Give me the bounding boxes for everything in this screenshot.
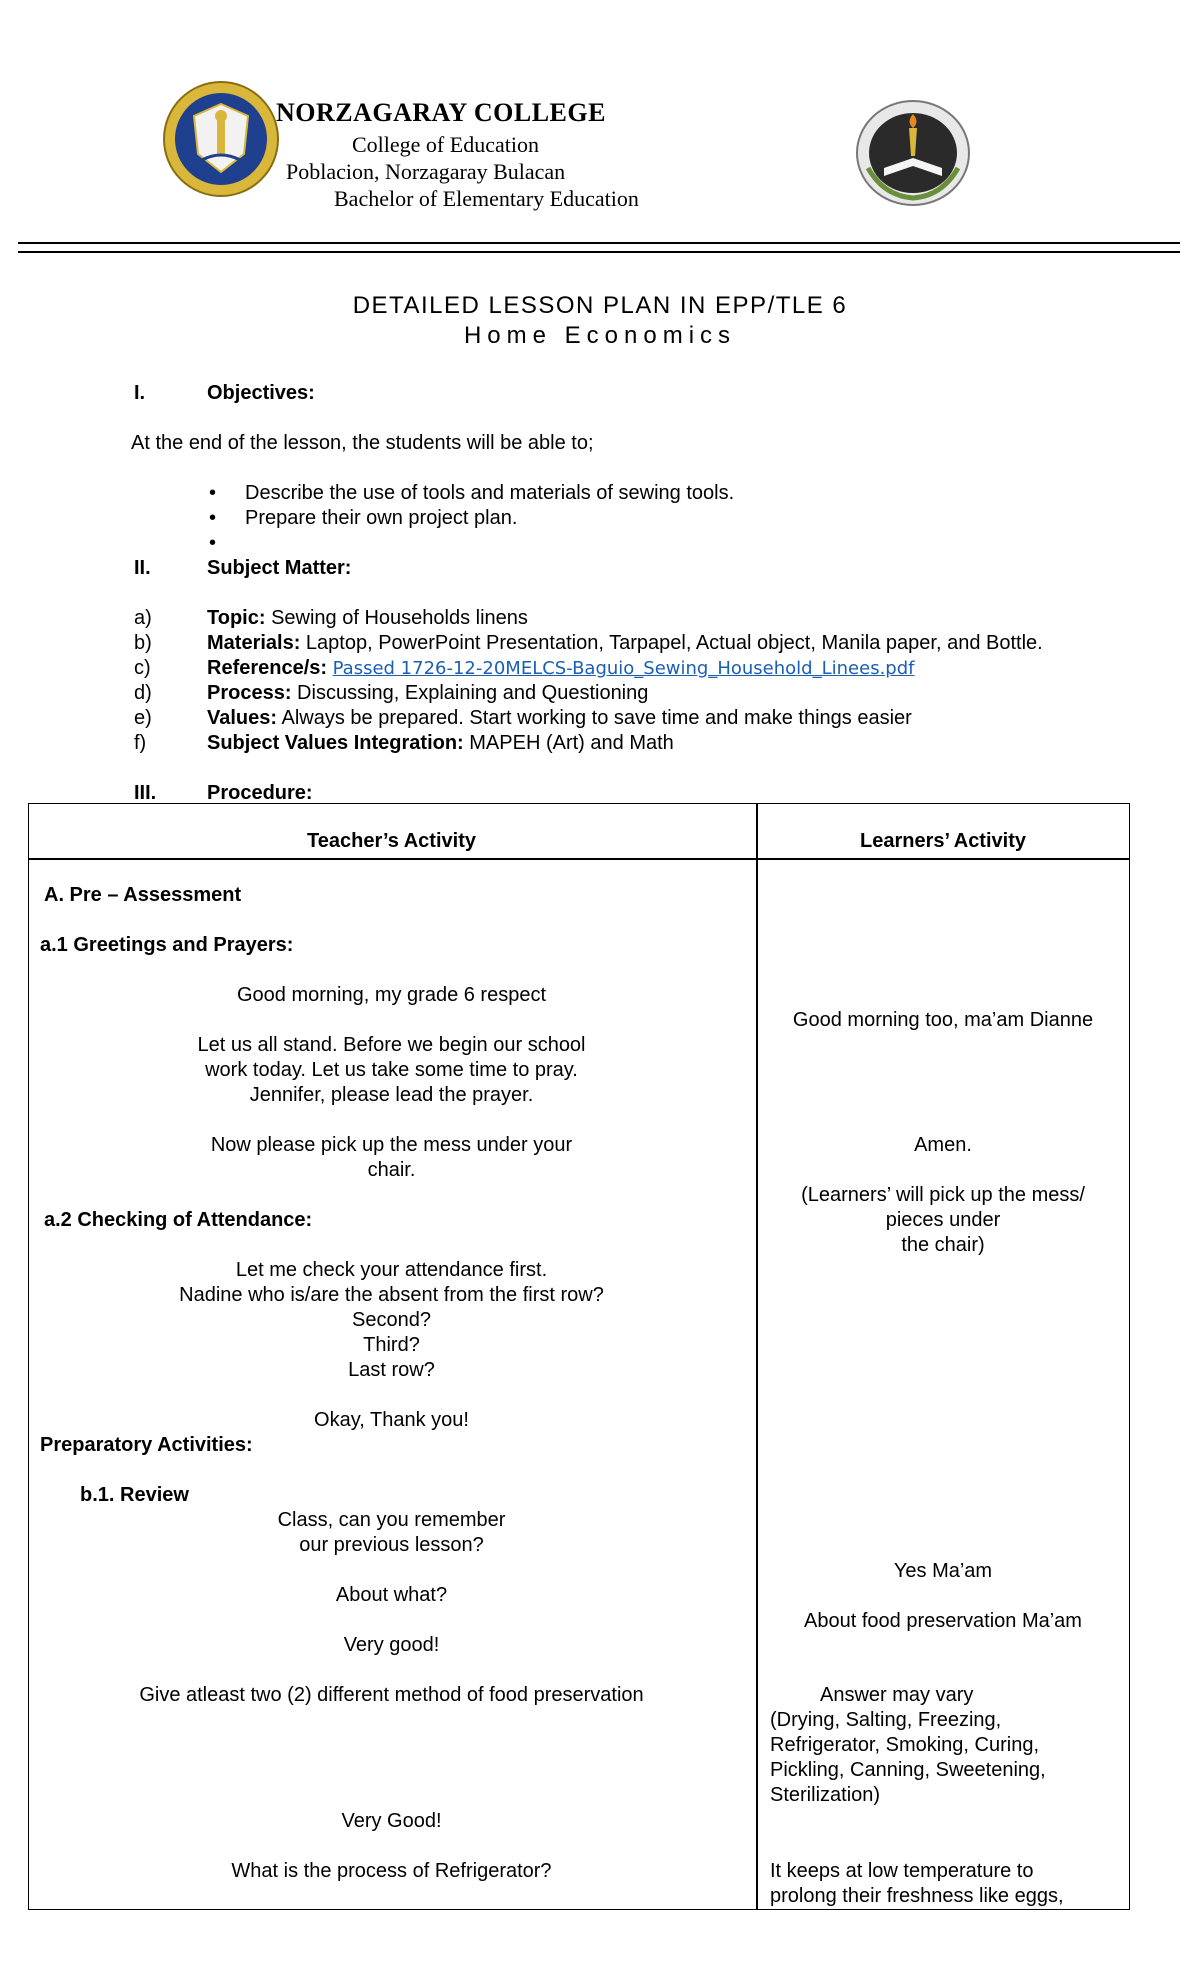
- greetings-heading: a.1 Greetings and Prayers:: [40, 934, 294, 956]
- college-of-education-seal: [854, 98, 972, 208]
- college-address: Poblacion, Norzagaray Bulacan: [286, 159, 566, 184]
- reference-link[interactable]: Passed 1726-12-20MELCS-Baguio_Sewing_Household_Linees.pdf: [332, 658, 915, 679]
- subject-value: Sewing of Households linens: [265, 607, 528, 629]
- teacher-line: our previous lesson?: [299, 1534, 484, 1556]
- subject-letter: b): [134, 632, 152, 654]
- teacher-line: Nadine who is/are the absent from the first row?: [179, 1284, 604, 1306]
- subject-value: Discussing, Explaining and Questioning: [291, 682, 649, 704]
- section-pre-assessment: A. Pre – Assessment: [44, 884, 242, 906]
- subject-materials: [207, 632, 1043, 655]
- header-rule-bottom: [18, 251, 1180, 253]
- attendance-heading: a.2 Checking of Attendance:: [44, 1209, 313, 1231]
- subject-label: Process:: [207, 682, 292, 704]
- teacher-line: Last row?: [348, 1359, 435, 1381]
- teacher-line: Okay, Thank you!: [314, 1409, 469, 1431]
- subject-label: Values:: [207, 707, 278, 729]
- table-column-divider: [756, 804, 758, 1909]
- header-rule-top: [18, 242, 1180, 244]
- teacher-line: Very good!: [343, 1634, 440, 1656]
- program-name: Bachelor of Elementary Education: [334, 186, 639, 211]
- subject-value: Laptop, PowerPoint Presentation, Tarpapel, Actual object, Manila paper, and Bottle.: [300, 632, 1043, 654]
- subject-label: Reference/s:: [207, 657, 328, 679]
- subject-letter: a): [134, 607, 152, 629]
- teacher-line: Now please pick up the mess under your: [210, 1134, 573, 1156]
- teacher-line: Good morning, my grade 6 respect: [236, 984, 547, 1006]
- learner-line: Answer may vary: [820, 1684, 974, 1706]
- document-subtitle: Home Economics: [463, 322, 737, 349]
- subject-values: [207, 707, 912, 730]
- norzagaray-college-seal: [162, 80, 280, 198]
- subject-integration: [207, 732, 674, 755]
- learners-activity-header: Learners’ Activity: [859, 830, 1026, 852]
- procedure-heading: Procedure:: [207, 782, 313, 804]
- teacher-line: What is the process of Refrigerator?: [231, 1860, 552, 1882]
- teacher-line: Let us all stand. Before we begin our school: [197, 1034, 586, 1056]
- subject-label: Materials:: [207, 632, 301, 654]
- subject-references: [207, 657, 914, 680]
- subject-letter: f): [134, 732, 147, 754]
- teacher-line: Let me check your attendance first.: [235, 1259, 548, 1281]
- subject-label: Subject Values Integration:: [207, 732, 464, 754]
- learner-line: It keeps at low temperature to: [770, 1860, 1034, 1882]
- subject-value: Always be prepared. Start working to save time and make things easier: [277, 707, 912, 729]
- learner-line: Good morning too, ma’am Dianne: [792, 1009, 1094, 1031]
- subject-matter-heading: Subject Matter:: [207, 557, 352, 579]
- subject-process: [207, 682, 648, 705]
- objectives-intro: At the end of the lesson, the students will be able to;: [131, 432, 594, 454]
- teacher-line: work today. Let us take some time to pray.: [205, 1059, 578, 1081]
- teacher-line: Very Good!: [341, 1810, 442, 1832]
- teacher-activity-header: Teacher’s Activity: [307, 830, 476, 852]
- learner-line: (Learners’ will pick up the mess/: [801, 1184, 1085, 1206]
- teacher-line: Third?: [363, 1334, 420, 1356]
- preparatory-heading: Preparatory Activities:: [40, 1434, 253, 1456]
- objectives-heading: Objectives:: [207, 382, 315, 404]
- subject-letter: c): [134, 657, 151, 679]
- teacher-line: Jennifer, please lead the prayer.: [249, 1084, 534, 1106]
- learner-line: About food preservation Ma’am: [804, 1610, 1082, 1632]
- objective-item: • Describe the use of tools and materials of sewing tools.: [245, 482, 734, 505]
- learner-line: Refrigerator, Smoking, Curing,: [770, 1734, 1040, 1756]
- subject-topic: [207, 607, 528, 630]
- subject-letter: e): [134, 707, 152, 729]
- college-name: NORZAGARAY COLLEGE: [276, 98, 606, 127]
- objectives-numeral: I.: [134, 382, 146, 404]
- learner-line: the chair): [901, 1234, 985, 1256]
- subject-label: Topic:: [207, 607, 266, 629]
- learner-line: Pickling, Canning, Sweetening,: [770, 1759, 1046, 1781]
- subject-matter-numeral: II.: [134, 557, 151, 579]
- learner-line: Yes Ma’am: [893, 1560, 993, 1582]
- subject-value: MAPEH (Art) and Math: [463, 732, 674, 754]
- document-title: DETAILED LESSON PLAN IN EPP/TLE 6: [352, 292, 848, 319]
- table-header-divider: [29, 858, 1129, 860]
- review-heading: b.1. Review: [80, 1484, 189, 1506]
- learner-line: pieces under: [885, 1209, 1001, 1231]
- learner-line: prolong their freshness like eggs,: [770, 1885, 1064, 1907]
- teacher-line: About what?: [335, 1584, 448, 1606]
- teacher-line: chair.: [367, 1159, 416, 1181]
- procedure-numeral: III.: [134, 782, 157, 804]
- teacher-line: Class, can you remember: [277, 1509, 506, 1531]
- learner-line: Amen.: [914, 1134, 972, 1156]
- teacher-line: Second?: [352, 1309, 431, 1331]
- teacher-line: Give atleast two (2) different method of food preservation: [139, 1684, 644, 1706]
- department-name: College of Education: [352, 132, 539, 157]
- learner-line: Sterilization): [770, 1784, 881, 1806]
- subject-letter: d): [134, 682, 152, 704]
- learner-line: (Drying, Salting, Freezing,: [770, 1709, 1002, 1731]
- objective-item: • Prepare their own project plan.: [245, 507, 517, 530]
